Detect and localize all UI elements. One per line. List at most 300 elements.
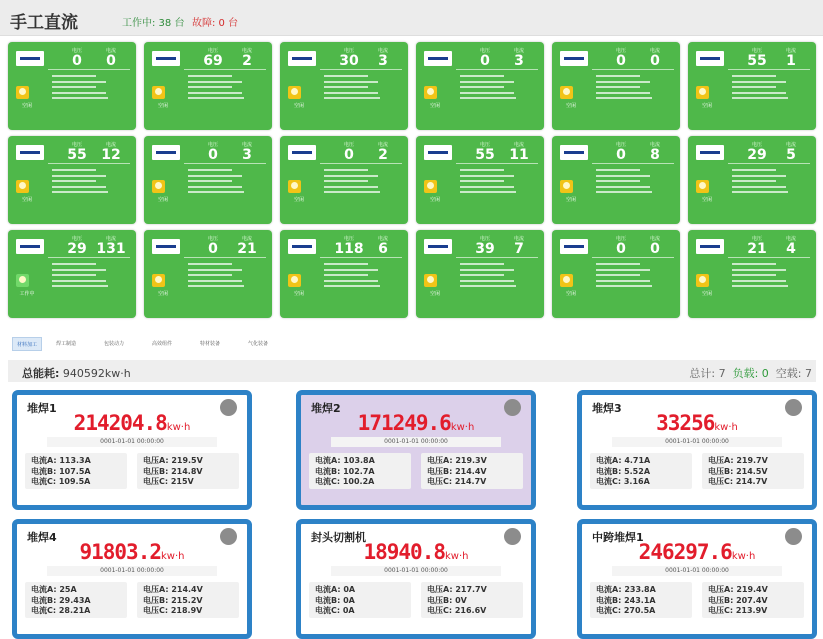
current-value: 2: [242, 53, 252, 69]
card-info-lines: [324, 166, 380, 197]
current-line: 电流C: 270.5A: [596, 606, 656, 615]
info-line: [188, 97, 244, 99]
machine-card[interactable]: [8, 42, 136, 130]
voltage-line: 电压C: 213.9V: [708, 606, 768, 615]
category-tabs: [8, 333, 816, 355]
info-line: [732, 274, 776, 276]
current-line: 电流C: 0A: [315, 606, 355, 615]
info-line: [732, 169, 776, 171]
current-label: 电流: [649, 236, 660, 242]
brand-logo-icon: [424, 239, 452, 254]
energy-value: 214204.8: [73, 411, 167, 435]
current-meter: [638, 235, 672, 257]
current-label: 电流: [241, 142, 252, 148]
machine-card[interactable]: [688, 136, 816, 224]
status-bulb-icon: [16, 274, 29, 287]
energy-unit: kw·h: [450, 422, 475, 433]
voltage-line: 电压A: 217.7V: [427, 585, 487, 594]
energy-panel[interactable]: [577, 519, 817, 639]
card-divider: [728, 163, 810, 164]
panel-name: 封头切割机: [311, 531, 366, 544]
current-meter: [638, 141, 672, 163]
page-header: [0, 0, 823, 36]
tab-3[interactable]: 高效组件: [152, 341, 173, 347]
card-divider: [456, 257, 538, 258]
voltage-line: 电压C: 218.9V: [143, 606, 203, 615]
panel-name: 堆焊3: [592, 402, 622, 415]
panel-name: 堆焊4: [27, 531, 57, 544]
voltage-label: 电压: [343, 48, 354, 54]
voltage-line: 电压C: 215V: [143, 477, 194, 486]
info-line: [596, 175, 650, 177]
current-label: 电流: [785, 142, 796, 148]
info-line: [324, 169, 368, 171]
status-bulb-icon: [288, 180, 301, 193]
info-line: [324, 263, 368, 265]
info-line: [596, 285, 652, 287]
info-line: [460, 86, 504, 88]
timestamp: 0001-01-01 00:00:00: [331, 437, 501, 447]
machine-card[interactable]: [280, 42, 408, 130]
energy-unit: kw·h: [731, 551, 756, 562]
status-label: 空闲: [565, 291, 576, 297]
machine-card[interactable]: [8, 136, 136, 224]
voltage-meter: [60, 47, 94, 69]
info-line: [460, 169, 504, 171]
current-value: 3: [514, 53, 524, 69]
energy-reading: [301, 411, 531, 435]
status-label: 空闲: [21, 103, 32, 109]
machine-card[interactable]: [416, 230, 544, 318]
brand-logo-icon: [16, 145, 44, 160]
current-label: 电流: [513, 236, 524, 242]
info-line: [52, 169, 96, 171]
info-line: [188, 175, 242, 177]
voltage-label: 电压: [71, 48, 82, 54]
info-line: [596, 263, 640, 265]
info-line: [596, 186, 650, 188]
voltage-label: 电压: [615, 48, 626, 54]
status-bulb-icon: [424, 86, 437, 99]
info-line: [732, 186, 786, 188]
voltage-meter: [332, 47, 366, 69]
info-line: [596, 280, 650, 282]
voltage-line: 电压C: 214.7V: [708, 477, 768, 486]
tab-0[interactable]: 材料加工: [12, 337, 42, 351]
status-bulb-icon: [152, 274, 165, 287]
voltage-value: 39: [475, 241, 495, 257]
voltage-value: 29: [747, 147, 767, 163]
tab-4[interactable]: 特材装备: [200, 341, 221, 347]
voltage-line: 电压B: 207.4V: [708, 595, 768, 605]
info-line: [52, 280, 106, 282]
info-line: [52, 175, 106, 177]
voltage-label: 电压: [479, 48, 490, 54]
summary-counts: [689, 365, 812, 381]
voltage-meter: [604, 141, 638, 163]
info-line: [460, 269, 514, 271]
voltage-label: 电压: [207, 236, 218, 242]
info-line: [52, 81, 106, 83]
info-line: [52, 269, 106, 271]
status-label: 工作中: [19, 291, 35, 297]
voltage-line: 电压A: 219.7V: [708, 456, 768, 465]
brand-logo-icon: [424, 145, 452, 160]
card-info-lines: [460, 260, 516, 291]
voltage-label: 电压: [207, 142, 218, 148]
info-line: [460, 285, 516, 287]
current-label: 电流: [377, 142, 388, 148]
machine-card[interactable]: [416, 42, 544, 130]
voltage-label: 电压: [71, 142, 82, 148]
info-line: [324, 280, 378, 282]
panel-name: 堆焊2: [311, 402, 341, 415]
card-info-lines: [52, 72, 108, 103]
info-line: [732, 92, 786, 94]
card-divider: [320, 69, 402, 70]
card-divider: [184, 69, 266, 70]
info-line: [324, 175, 378, 177]
status-bulb-icon: [424, 274, 437, 287]
voltage-value: 0: [616, 147, 626, 163]
current-line: 电流B: 243.1A: [596, 595, 656, 605]
voltage-box: [421, 453, 523, 489]
voltage-meter: [604, 235, 638, 257]
status-label: 空闲: [429, 103, 440, 109]
info-line: [596, 81, 650, 83]
voltage-meter: [196, 235, 230, 257]
voltage-meter: [740, 47, 774, 69]
voltage-meter: [196, 47, 230, 69]
voltage-meter: [332, 235, 366, 257]
current-value: 5: [786, 147, 796, 163]
current-meter: [638, 47, 672, 69]
info-line: [460, 75, 504, 77]
tab-5[interactable]: 气化装备: [248, 341, 269, 347]
card-divider: [184, 257, 266, 258]
card-info-lines: [732, 260, 788, 291]
current-value: 6: [378, 241, 388, 257]
energy-summary-bar: [8, 360, 816, 382]
card-info-lines: [52, 166, 108, 197]
info-line: [188, 180, 232, 182]
current-box: [25, 582, 127, 618]
current-value: 4: [786, 241, 796, 257]
brand-logo-icon: [288, 51, 316, 66]
info-line: [52, 86, 96, 88]
voltage-label: 电压: [751, 48, 762, 54]
voltage-label: 电压: [479, 236, 490, 242]
info-line: [188, 186, 242, 188]
energy-reading: [17, 411, 247, 435]
voltage-value: 29: [67, 241, 87, 257]
current-meter: [366, 141, 400, 163]
info-line: [188, 280, 242, 282]
voltage-label: 电压: [751, 236, 762, 242]
status-label: 空闲: [565, 103, 576, 109]
machine-card[interactable]: [688, 230, 816, 318]
voltage-meter: [332, 141, 366, 163]
current-meter: [774, 141, 808, 163]
voltage-value: 0: [616, 53, 626, 69]
machine-card[interactable]: [552, 230, 680, 318]
info-line: [596, 180, 640, 182]
info-line: [52, 274, 96, 276]
brand-logo-icon: [696, 145, 724, 160]
machine-card[interactable]: [144, 230, 272, 318]
status-label: 空闲: [701, 291, 712, 297]
status-bulb-icon: [16, 180, 29, 193]
info-line: [324, 285, 380, 287]
timestamp: 0001-01-01 00:00:00: [612, 566, 782, 576]
card-divider: [592, 257, 674, 258]
info-line: [188, 86, 232, 88]
load-count: 负载: 0: [732, 367, 769, 380]
brand-logo-icon: [560, 239, 588, 254]
current-value: 3: [378, 53, 388, 69]
energy-reading: [17, 540, 247, 564]
current-line: 电流C: 28.21A: [31, 606, 91, 615]
status-bulb-icon: [16, 86, 29, 99]
info-line: [732, 75, 776, 77]
card-divider: [456, 69, 538, 70]
info-line: [732, 175, 786, 177]
current-line: 电流A: 233.8A: [596, 585, 656, 594]
voltage-meter: [60, 235, 94, 257]
current-meter: [366, 235, 400, 257]
voltage-value: 0: [344, 147, 354, 163]
voltage-box: [702, 453, 804, 489]
voltage-meter: [740, 235, 774, 257]
tab-1[interactable]: 焊工制造: [56, 341, 77, 347]
info-line: [460, 92, 514, 94]
current-meter: [502, 235, 536, 257]
card-divider: [48, 257, 130, 258]
voltage-line: 电压B: 214.8V: [143, 466, 203, 476]
current-label: 电流: [513, 48, 524, 54]
info-line: [596, 169, 640, 171]
info-line: [732, 280, 786, 282]
status-label: 空闲: [293, 291, 304, 297]
status-bulb-icon: [152, 180, 165, 193]
total-energy: [22, 365, 131, 381]
card-info-lines: [188, 72, 244, 103]
brand-logo-icon: [288, 239, 316, 254]
machine-card[interactable]: [144, 42, 272, 130]
voltage-line: 电压A: 219.5V: [143, 456, 203, 465]
energy-reading: [301, 540, 531, 564]
energy-value: 33256: [656, 411, 715, 435]
voltage-meter: [468, 235, 502, 257]
card-divider: [48, 69, 130, 70]
machine-card[interactable]: [552, 136, 680, 224]
current-meter: [94, 235, 128, 257]
voltage-value: 69: [203, 53, 223, 69]
energy-value: 246297.6: [638, 540, 732, 564]
status-bulb-icon: [288, 274, 301, 287]
current-label: 电流: [649, 48, 660, 54]
info-line: [52, 75, 96, 77]
info-line: [460, 274, 504, 276]
energy-unit: kw·h: [714, 422, 738, 433]
info-line: [324, 97, 380, 99]
panel-name: 堆焊1: [27, 402, 57, 415]
info-line: [52, 92, 106, 94]
voltage-line: 电压B: 215.2V: [143, 595, 203, 605]
info-line: [596, 92, 650, 94]
card-divider: [320, 163, 402, 164]
voltage-label: 电压: [343, 142, 354, 148]
voltage-value: 55: [475, 147, 495, 163]
info-line: [324, 274, 368, 276]
brand-logo-icon: [152, 51, 180, 66]
voltage-label: 电压: [479, 142, 490, 148]
card-info-lines: [188, 166, 244, 197]
current-line: 电流A: 103.8A: [315, 456, 375, 465]
voltage-meter: [740, 141, 774, 163]
working-count: 工作中: 38 台: [122, 18, 185, 29]
energy-panel[interactable]: [12, 390, 252, 510]
current-value: 2: [378, 147, 388, 163]
current-label: 电流: [513, 142, 524, 148]
info-line: [460, 191, 516, 193]
brand-logo-icon: [424, 51, 452, 66]
info-line: [460, 81, 514, 83]
energy-panel[interactable]: [577, 390, 817, 510]
current-line: 电流A: 113.3A: [31, 456, 91, 465]
voltage-value: 118: [334, 241, 364, 257]
status-bulb-icon: [696, 86, 709, 99]
current-value: 11: [509, 147, 529, 163]
current-box: [590, 453, 692, 489]
energy-panel[interactable]: [296, 519, 536, 639]
timestamp: 0001-01-01 00:00:00: [331, 566, 501, 576]
status-label: 空闲: [157, 291, 168, 297]
card-divider: [728, 257, 810, 258]
info-line: [52, 263, 96, 265]
info-line: [188, 274, 232, 276]
voltage-value: 0: [616, 241, 626, 257]
info-line: [460, 186, 514, 188]
machine-card[interactable]: [8, 230, 136, 318]
current-label: 电流: [377, 48, 388, 54]
tab-2[interactable]: 包装动力: [104, 341, 125, 347]
voltage-label: 电压: [343, 236, 354, 242]
panel-name: 中跨堆焊1: [592, 531, 644, 544]
current-value: 0: [650, 53, 660, 69]
info-line: [188, 75, 232, 77]
voltage-value: 30: [339, 53, 359, 69]
energy-panel[interactable]: [12, 519, 252, 639]
current-meter: [502, 47, 536, 69]
status-label: 空闲: [565, 197, 576, 203]
total-energy-label: 总能耗:: [22, 367, 60, 380]
info-line: [732, 269, 786, 271]
info-line: [460, 180, 504, 182]
machine-card[interactable]: [688, 42, 816, 130]
info-line: [52, 191, 108, 193]
info-line: [188, 92, 242, 94]
card-divider: [728, 69, 810, 70]
voltage-line: 电压A: 214.4V: [143, 585, 203, 594]
current-box: [25, 453, 127, 489]
status-bulb-icon: [560, 86, 573, 99]
current-value: 7: [514, 241, 524, 257]
voltage-meter: [468, 47, 502, 69]
voltage-meter: [604, 47, 638, 69]
voltage-line: 电压C: 214.7V: [427, 477, 487, 486]
energy-reading: [582, 540, 812, 564]
voltage-line: 电压A: 219.4V: [708, 585, 768, 594]
card-info-lines: [596, 72, 652, 103]
voltage-box: [137, 453, 239, 489]
info-line: [52, 285, 108, 287]
current-value: 0: [650, 241, 660, 257]
machine-card[interactable]: [416, 136, 544, 224]
status-label: 空闲: [21, 197, 32, 203]
info-line: [596, 269, 650, 271]
card-info-lines: [732, 166, 788, 197]
current-meter: [230, 47, 264, 69]
info-line: [732, 285, 788, 287]
machine-card[interactable]: [280, 136, 408, 224]
info-line: [52, 97, 108, 99]
machine-card[interactable]: [552, 42, 680, 130]
energy-panel[interactable]: [296, 390, 536, 510]
voltage-line: 电压A: 219.3V: [427, 456, 487, 465]
voltage-value: 0: [72, 53, 82, 69]
info-line: [52, 180, 96, 182]
current-label: 电流: [377, 236, 388, 242]
voltage-line: 电压B: 214.4V: [427, 466, 487, 476]
info-line: [324, 81, 378, 83]
machine-card[interactable]: [280, 230, 408, 318]
current-line: 电流C: 109.5A: [31, 477, 91, 486]
voltage-value: 0: [208, 241, 218, 257]
voltage-meter: [60, 141, 94, 163]
info-line: [596, 86, 640, 88]
card-info-lines: [52, 260, 108, 291]
info-line: [460, 280, 514, 282]
current-line: 电流B: 5.52A: [596, 466, 651, 476]
card-info-lines: [324, 260, 380, 291]
info-line: [460, 263, 504, 265]
current-value: 12: [101, 147, 121, 163]
brand-logo-icon: [152, 239, 180, 254]
machine-card[interactable]: [144, 136, 272, 224]
total-energy-value: 940592kw·h: [62, 367, 131, 380]
voltage-label: 电压: [71, 236, 82, 242]
brand-logo-icon: [696, 239, 724, 254]
page-title: 手工直流: [10, 13, 78, 33]
info-line: [188, 169, 232, 171]
status-bulb-icon: [560, 180, 573, 193]
current-label: 电流: [785, 236, 796, 242]
status-label: 空闲: [293, 197, 304, 203]
voltage-label: 电压: [207, 48, 218, 54]
info-line: [324, 269, 378, 271]
info-line: [732, 180, 776, 182]
brand-logo-icon: [560, 145, 588, 160]
current-meter: [230, 141, 264, 163]
voltage-line: 电压B: 214.5V: [708, 466, 768, 476]
card-info-lines: [732, 72, 788, 103]
timestamp: 0001-01-01 00:00:00: [47, 566, 217, 576]
info-line: [596, 75, 640, 77]
status-label: 空闲: [701, 103, 712, 109]
voltage-box: [702, 582, 804, 618]
current-meter: [94, 47, 128, 69]
